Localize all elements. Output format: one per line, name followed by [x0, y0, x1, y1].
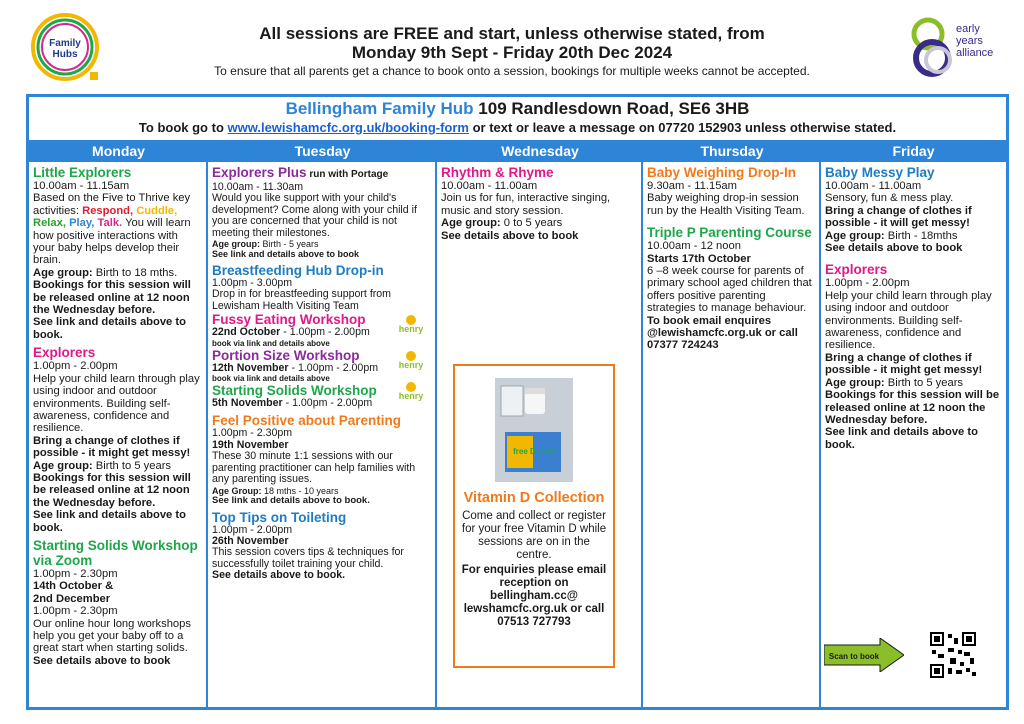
venue-address: 109 Randlesdown Road, SE6 3HB [473, 99, 750, 118]
session-date: 2nd December [33, 592, 111, 605]
keyword-respond: Respond, [82, 204, 134, 217]
session-description: Drop in for breastfeeding support from Lewisham Health Visiting Team [212, 288, 392, 312]
eya-line2: years [956, 35, 983, 47]
session-description: Help your child learn through play using indoor and outdoor environments. Building self-awareness, confidence and resilience. [825, 289, 992, 352]
session-title: Triple P Parenting Course [647, 225, 812, 241]
svg-text:free D card: free D card [513, 447, 555, 456]
svg-text:Family: Family [49, 38, 81, 49]
booking-release-note: Bookings for this session will be released online at 12 noon the Wednesday before. [825, 389, 1000, 426]
session-time: 10.00am - 11.00am [441, 180, 538, 192]
age-label: Age group: [825, 376, 885, 389]
see-details: See link and details above to book. [33, 316, 186, 341]
day-header-wednesday: Wednesday [501, 143, 579, 159]
see-details: See details above to book [33, 654, 171, 667]
see-details: See details above to book. [212, 569, 346, 582]
desc-text: Based on the Five to Thrive key activities: [33, 192, 191, 217]
vitamin-d-title: Vitamin D Collection [463, 490, 605, 506]
header-line-1: All sessions are FREE and start, unless otherwise stated, from [259, 24, 765, 43]
henry-logo-icon [397, 350, 425, 372]
session-time: 10.00am - 11.30am [212, 181, 304, 193]
eya-line3: alliance [956, 47, 994, 59]
session-date: 12th November [212, 361, 289, 374]
session-date: 26th November [212, 534, 289, 547]
session-description: Would you like support with your child's development? Come along with your child if you are concerned that your child is not meeting their milestones. [212, 192, 417, 239]
age-value: Birth - 5 years [260, 239, 319, 250]
bring-clothes-note: Bring a change of clothes if possible - it might get messy! [825, 351, 983, 377]
scan-arrow-icon [824, 638, 904, 672]
early-years-alliance-logo [908, 10, 1008, 82]
session-date: 22nd October [212, 326, 281, 339]
session-block [212, 348, 431, 383]
session-time: 1.00pm - 2.00pm [212, 523, 293, 536]
session-time: 10.00am - 12 noon [647, 240, 741, 253]
day-header-tuesday: Tuesday [294, 143, 351, 159]
session-time: 10.00am - 11.00am [825, 180, 922, 192]
session-title: Explorers [825, 262, 888, 278]
venue-title [29, 99, 1006, 119]
session-description: This session covers tips & techniques for successfully toilet training your child. [212, 546, 404, 570]
see-details: book via link and details above [212, 374, 330, 384]
session-title [212, 165, 431, 182]
day-header-thursday: Thursday [700, 143, 764, 159]
session-description: Baby weighing drop-in session run by the Health Visiting Team. [647, 192, 805, 217]
header-subtext: To ensure that all parents get a chance to book onto a session, bookings for multiple weeks cannot be accepted. [214, 64, 810, 78]
vitamin-d-box [453, 364, 615, 668]
session-title: Baby Messy Play [825, 165, 935, 180]
see-details: See link and details above to book [212, 249, 360, 260]
see-details: See details above to book [825, 242, 963, 255]
session-date: 14th October & [33, 580, 114, 593]
age-label: Age group: [33, 459, 93, 472]
session-date: 5th November [212, 397, 283, 410]
page-header [0, 0, 1024, 92]
age-group [825, 377, 1002, 389]
column-tuesday [208, 162, 437, 707]
age-value: 0 to 5 years [500, 217, 563, 230]
age-label: Age group: [212, 239, 260, 250]
see-details: book via link and details above [212, 338, 330, 348]
header-line-2: Monday 9th Sept - Friday 20th Dec 2024 [351, 43, 673, 62]
session-description: Sensory, fun & mess play. [825, 192, 954, 205]
age-value: Birth - 18mths [884, 229, 958, 242]
venue-name: Bellingham Family Hub [285, 99, 474, 118]
see-details: See link and details above to book. [825, 426, 978, 451]
session-start: Starts 17th October [647, 252, 751, 265]
session-description [33, 192, 202, 266]
vitamin-d-photo [495, 378, 573, 482]
age-value: Birth to 5 years [884, 376, 964, 389]
henry-logo-icon [397, 381, 425, 403]
session-description: Help your child learn through play using indoor and outdoor environments. Building self-awareness, confidence and resilience. [33, 372, 200, 435]
booking-suffix: or text or leave a message on 07720 152903 unless otherwise stated. [469, 120, 897, 135]
session-title: Little Explorers [33, 165, 132, 180]
session-time: 1.00pm - 2.30pm [212, 427, 293, 440]
eya-line1: early [956, 23, 980, 35]
booking-instructions [29, 120, 1006, 135]
session-title: Starting Solids Workshop via Zoom [33, 537, 198, 568]
family-hubs-logo [30, 12, 100, 82]
session-time: - 1.00pm - 2.00pm [288, 361, 379, 374]
see-details: See link and details above to book. [33, 509, 186, 534]
session-time: - 1.00pm - 2.00pm [282, 397, 373, 410]
keyword-relax: Relax, [33, 217, 66, 230]
svg-text:henry: henry [398, 324, 424, 335]
henry-logo-icon [397, 314, 425, 336]
title-text: Explorers Plus [212, 165, 307, 180]
session-time: 1.00pm - 2.30pm [33, 605, 118, 618]
age-group [825, 230, 1002, 242]
session-time: - 1.00pm - 2.00pm [280, 326, 370, 339]
see-details: See link and details above to book. [212, 494, 370, 506]
column-thursday [643, 162, 821, 707]
svg-text:henry: henry [398, 391, 424, 402]
session-title: Fussy Eating Workshop [212, 312, 366, 328]
session-time: 10.00am - 11.15am [33, 180, 130, 192]
age-label: Age group: [33, 266, 93, 279]
age-value: 18 mths - 10 years [261, 485, 339, 496]
booking-contact: To book email enquires @lewishamcfc.org.uk or call 07377 724243 [647, 314, 798, 352]
session-date: 19th November [212, 438, 289, 451]
session-time: 1.00pm - 3.00pm [212, 277, 293, 290]
desc-text: You will learn how positive interactions with your baby helps develop their brain. [33, 217, 191, 267]
title-suffix: run with Portage [306, 169, 389, 180]
vitamin-d-contact: For enquiries please email reception on bellingham.cc@ lewshamcfc.org.uk or call 07513 727793 [461, 564, 607, 628]
column-friday [821, 162, 1006, 707]
bring-clothes-note: Bring a change of clothes if possible - it might get messy! [33, 434, 191, 460]
session-title: Portion Size Workshop [212, 347, 360, 363]
session-description: Our online hour long workshops help you get your baby off to a great start when starting solids. [33, 617, 191, 655]
session-title: Top Tips on Toileting [212, 509, 347, 525]
age-group [212, 239, 431, 249]
vitamin-d-description: Come and collect or register for your free Vitamin D while sessions are on in the centre. [461, 510, 607, 561]
age-label: Age Group: [212, 485, 262, 496]
keyword-cuddle: Cuddle, [136, 204, 178, 217]
days-header-bar [29, 140, 1006, 162]
session-title: Explorers [33, 345, 96, 361]
age-group [212, 486, 431, 496]
qr-code-icon[interactable] [928, 630, 978, 680]
column-wednesday [437, 162, 643, 707]
scan-to-book [824, 630, 984, 680]
timetable-frame [26, 94, 1009, 710]
booking-release-note: Bookings for this session will be released online at 12 noon the Wednesday before. [33, 279, 191, 317]
bring-clothes-note: Bring a change of clothes if possible - it will get messy! [825, 204, 972, 230]
keyword-talk: Talk. [97, 217, 123, 230]
session-title: Rhythm & Rhyme [441, 165, 554, 180]
session-time: 1.00pm - 2.00pm [33, 360, 118, 373]
session-time: 1.00pm - 2.30pm [33, 567, 118, 580]
column-monday [29, 162, 208, 707]
svg-text:henry: henry [398, 359, 424, 370]
age-value: Birth to 18 mths. [92, 266, 178, 279]
see-details: See details above to book [441, 229, 579, 242]
keyword-play: Play, [69, 217, 95, 230]
session-title: Feel Positive about Parenting [212, 413, 402, 429]
booking-release-note: Bookings for this session will be released online at 12 noon the Wednesday before. [33, 471, 191, 509]
day-header-friday: Friday [892, 143, 935, 159]
age-value: Birth to 5 years [92, 459, 172, 472]
session-time: 9.30am - 11.15am [647, 180, 737, 192]
session-block [212, 312, 431, 347]
age-group [33, 267, 202, 279]
session-description: Join us for fun, interactive singing, music and story session. [441, 192, 611, 217]
age-group [33, 460, 202, 472]
session-title: Breastfeeding Hub Drop-in [212, 263, 384, 279]
booking-prefix: To book go to [138, 120, 228, 135]
session-description: 6 –8 week course for parents of primary school aged children that offers positive parenting strategies to manage behaviour. [647, 265, 812, 315]
age-group [441, 217, 637, 229]
session-description: These 30 minute 1:1 sessions with our parenting practitioner can help families with any parenting issues. [212, 450, 416, 486]
svg-text:Scan to book: Scan to book [828, 652, 880, 661]
age-label: Age group: [441, 217, 501, 230]
session-time: 1.00pm - 2.00pm [825, 277, 910, 290]
session-title: Baby Weighing Drop-In [647, 165, 796, 180]
booking-link[interactable]: www.lewishamcfc.org.uk/booking-form [227, 120, 469, 135]
svg-text:Hubs: Hubs [52, 49, 78, 60]
session-block [212, 383, 431, 409]
session-title: Starting Solids Workshop [212, 383, 377, 399]
age-label: Age group: [825, 229, 885, 242]
day-header-monday: Monday [92, 143, 145, 159]
